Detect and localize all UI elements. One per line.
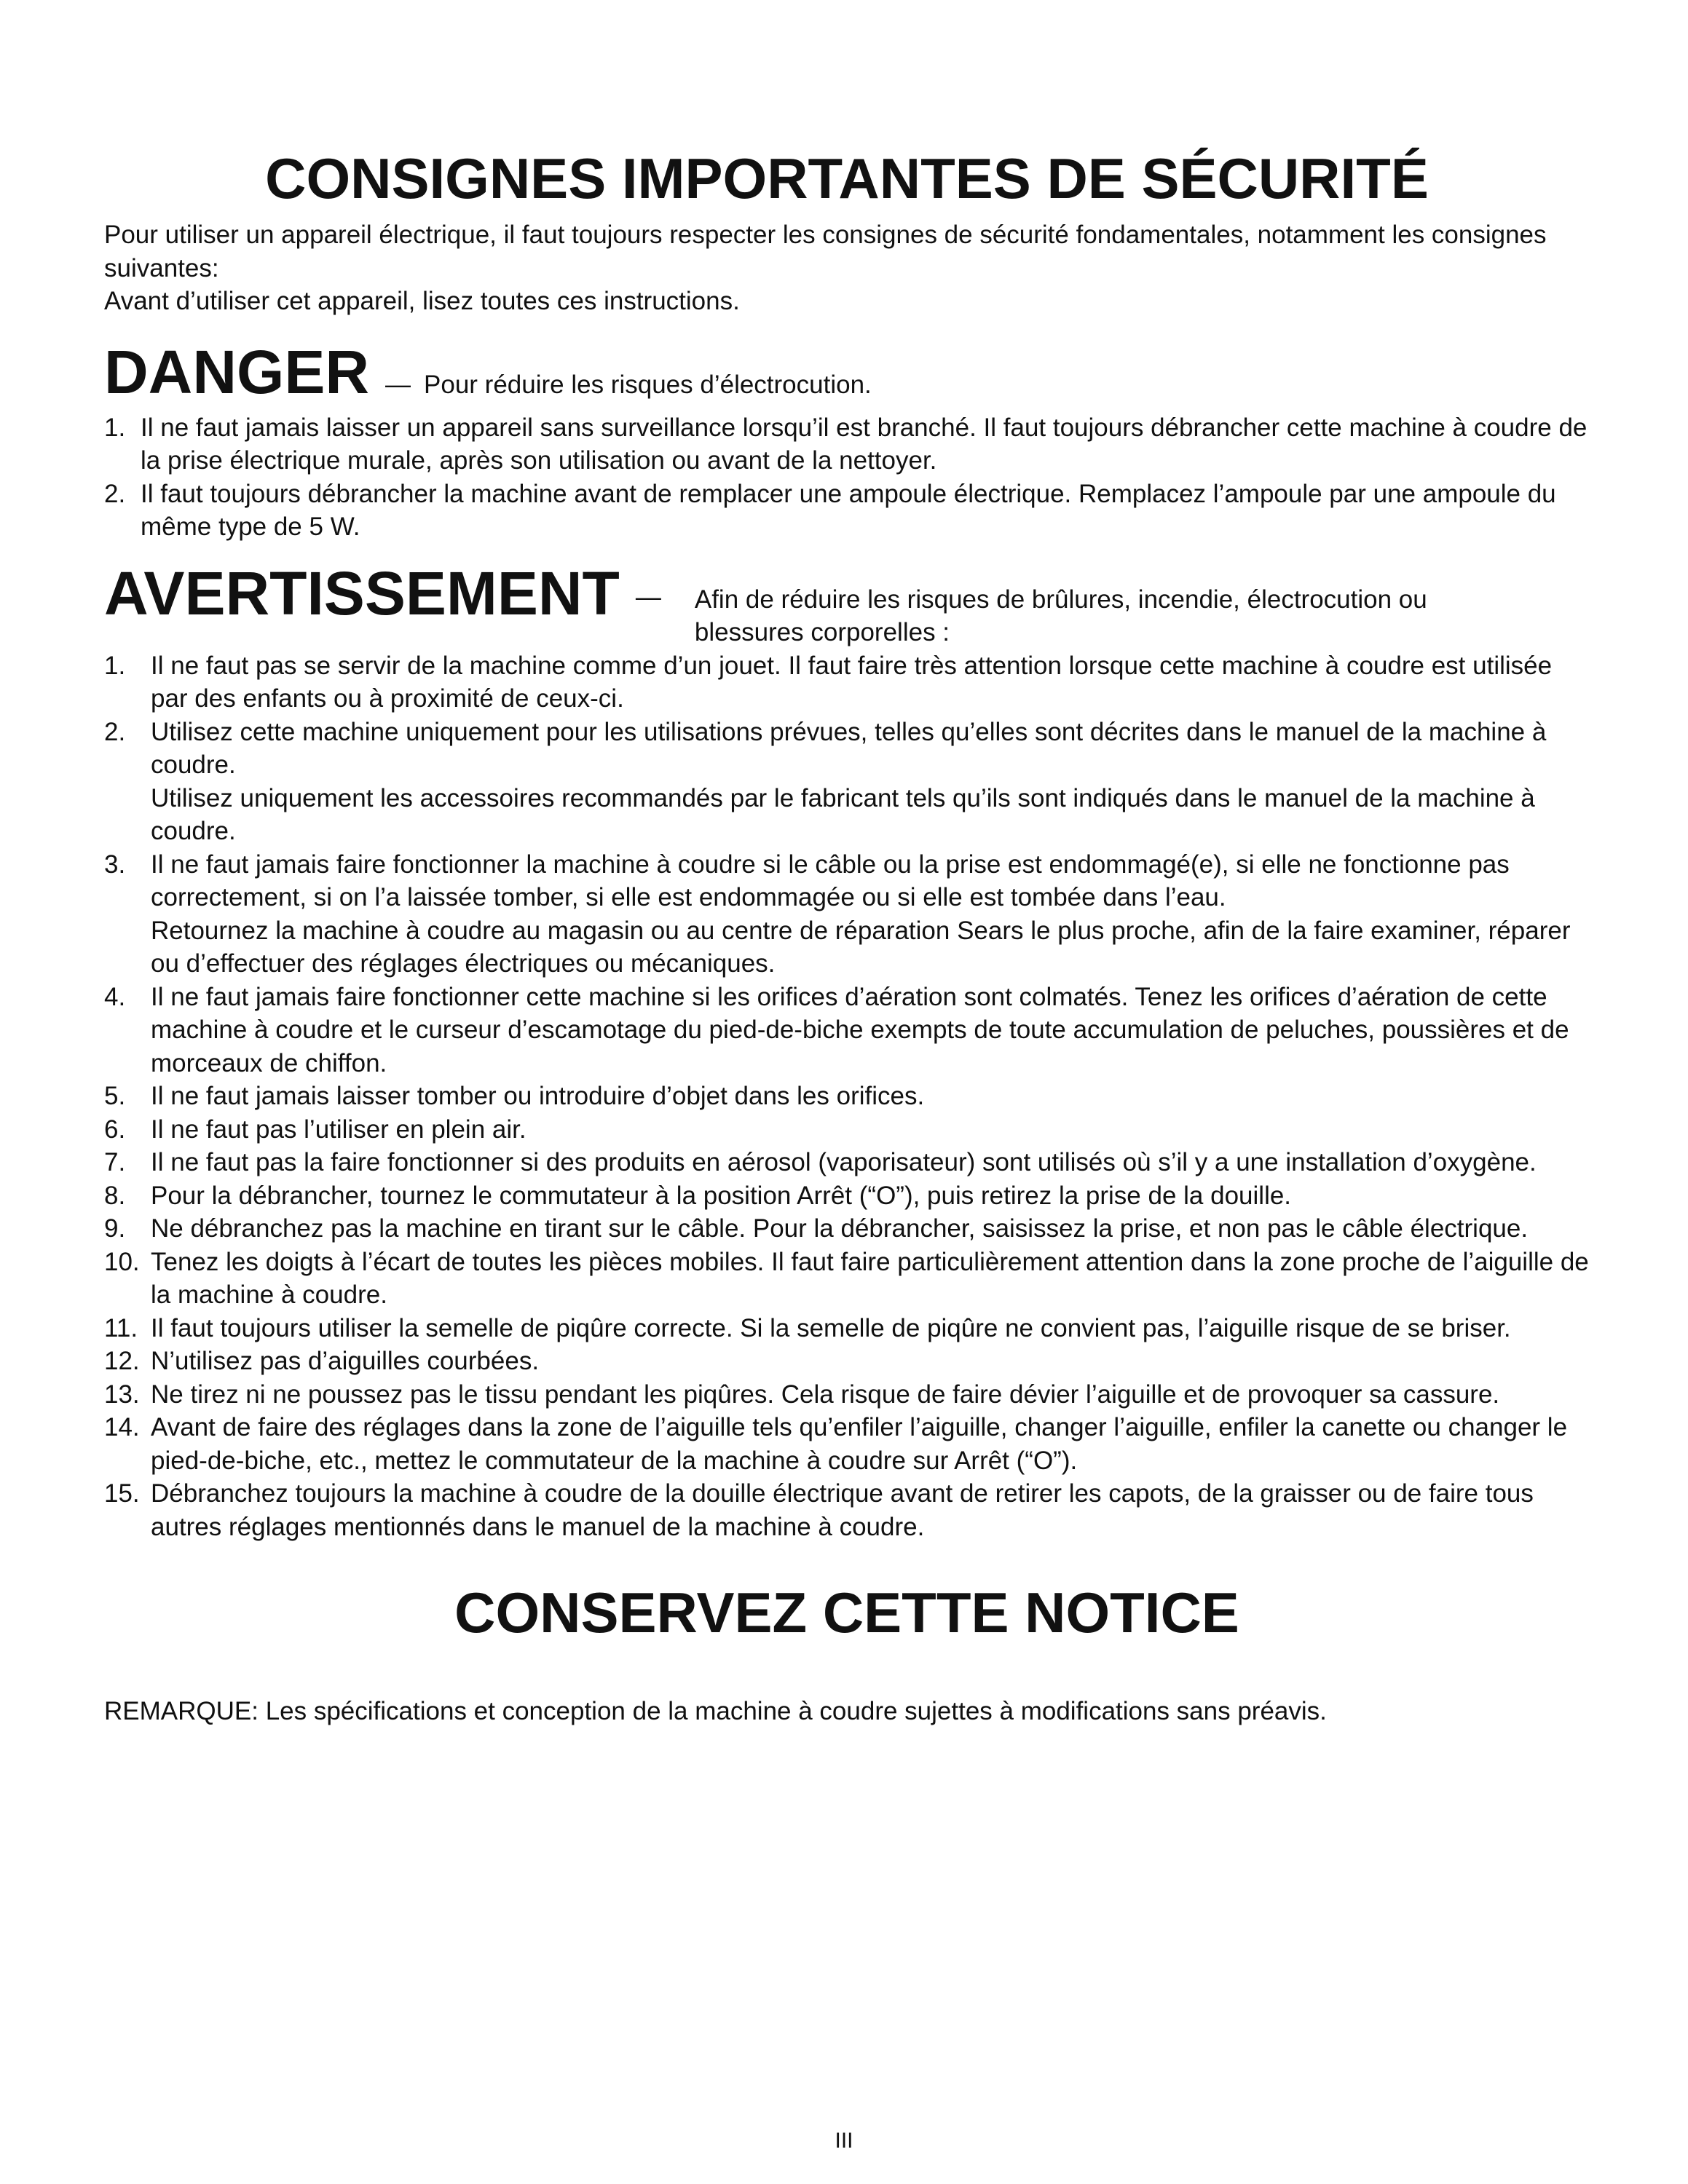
save-notice-title: CONSERVEZ CETTE NOTICE [454, 1580, 1239, 1645]
warning-list-item-number: 1. [104, 651, 126, 680]
warning-list-item-text-continued: Retournez la machine à coudre au magasin ou au centre de réparation Sears le plus proche, afin de la faire examiner, réparer ou d’effectuer des réglages électriques ou mécaniques. [151, 916, 1571, 978]
warning-list-item [104, 1080, 1590, 1113]
warning-heading: AVERTISSEMENT [104, 558, 620, 628]
page-number: III [835, 2129, 853, 2153]
warning-list-item-text: Il ne faut jamais laisser tomber ou introduire d’objet dans les orifices. [151, 1082, 925, 1110]
remark-text: REMARQUE: Les spécifications et conception de la machine à coudre sujettes à modifications sans préavis. [104, 1697, 1327, 1725]
warning-list-item [104, 848, 1590, 981]
intro-line-1: Pour utiliser un appareil électrique, il faut toujours respecter les consignes de sécurité fondamentales, notamment les consignes suivantes: [104, 221, 1547, 282]
danger-description: Pour réduire les risques d’électrocution. [424, 370, 872, 399]
warning-list-item-number: 13. [104, 1380, 140, 1409]
danger-heading: DANGER [104, 337, 370, 406]
warning-list-item-text: Il faut toujours utiliser la semelle de piqûre correcte. Si la semelle de piqûre ne convient pas, l’aiguille risque de se briser. [151, 1313, 1511, 1342]
warning-list-item-number: 6. [104, 1115, 126, 1144]
danger-list-item [104, 411, 1590, 478]
warning-list-item-text: Tenez les doigts à l’écart de toutes les pièces mobiles. Il faut faire particulièrement attention dans la zone proche de l’aiguille de la machine à coudre. [151, 1247, 1589, 1309]
warning-list-item-text: Pour la débrancher, tournez le commutateur à la position Arrêt (“O”), puis retirez la prise de la douille. [151, 1181, 1292, 1210]
danger-list-item-number: 2. [104, 479, 126, 508]
warning-list-item [104, 1179, 1590, 1213]
warning-list-item-number: 3. [104, 850, 126, 879]
intro-section [104, 218, 1590, 318]
warning-list-item [104, 1146, 1590, 1179]
warning-list-item [104, 1411, 1590, 1477]
danger-list-item [104, 478, 1590, 544]
warning-list-item-number: 2. [104, 717, 126, 746]
warning-list-item-text: Utilisez cette machine uniquement pour les utilisations prévues, telles qu’elles sont décrites dans le manuel de la machine à coudre. [151, 717, 1547, 779]
warning-list-item [104, 1113, 1590, 1147]
warning-list-item-text: Avant de faire des réglages dans la zone de l’aiguille tels qu’enfiler l’aiguille, changer l’aiguille, enfiler la canette ou changer le pied-de-biche, etc., mettez le commutateur de la machine à coudre sur Arrêt (“O”). [151, 1413, 1568, 1475]
danger-list [104, 411, 1590, 544]
warning-list-item [104, 649, 1590, 716]
warning-list-item-text: Il ne faut pas l’utiliser en plein air. [151, 1115, 526, 1144]
warning-list-item-number: 12. [104, 1347, 140, 1375]
document-page [104, 146, 1590, 1728]
warning-list-item [104, 716, 1590, 848]
intro-line-2: Avant d’utiliser cet appareil, lisez toutes ces instructions. [104, 287, 740, 315]
warning-list [104, 649, 1590, 1544]
warning-list-item [104, 981, 1590, 1080]
warning-list-item-number: 11. [104, 1313, 138, 1342]
warning-list-item [104, 1312, 1590, 1345]
warning-list-item-number: 5. [104, 1082, 126, 1110]
warning-list-item-number: 8. [104, 1181, 126, 1210]
warning-list-item-number: 10. [104, 1247, 140, 1276]
warning-list-item-text: Il ne faut pas se servir de la machine comme d’un jouet. Il faut faire très attention lorsque cette machine à coudre est utilisée par des enfants ou à proximité de ceux-ci. [151, 651, 1553, 713]
warning-list-item-text: Ne débranchez pas la machine en tirant sur le câble. Pour la débrancher, saisissez la prise, et non pas le câble électrique. [151, 1214, 1529, 1243]
warning-list-item [104, 1212, 1590, 1246]
danger-heading-row [104, 336, 1590, 408]
warning-list-item-number: 7. [104, 1148, 126, 1176]
warning-list-item [104, 1477, 1590, 1543]
warning-list-item-number: 15. [104, 1479, 140, 1508]
page-title: CONSIGNES IMPORTANTES DE SÉCURITÉ [265, 146, 1429, 210]
warning-list-item-number: 14. [104, 1413, 140, 1441]
warning-list-item-text: Débranchez toujours la machine à coudre de la douille électrique avant de retirer les capots, de la graisser ou de faire tous autres réglages mentionnés dans le manuel de la machine à coudre. [151, 1479, 1534, 1541]
danger-dash: — [385, 370, 411, 399]
warning-list-item-text: Il ne faut jamais faire fonctionner la machine à coudre si le câble ou la prise est endommagé(e), si elle ne fonctionne pas correctement, si on l’a laissée tomber, si elle est endommagée ou si elle est tombée dans l’eau. [151, 850, 1510, 911]
danger-list-item-text: Il faut toujours débrancher la machine avant de remplacer une ampoule électrique. Remplacez l’ampoule par une ampoule du même type de 5 W. [141, 479, 1556, 541]
warning-list-item-number: 9. [104, 1214, 126, 1243]
warning-list-item [104, 1345, 1590, 1378]
warning-list-item-number: 4. [104, 982, 126, 1011]
warning-description: Afin de réduire les risques de brûlures, incendie, électrocution ou blessures corporelles : [694, 585, 1427, 646]
warning-list-item [104, 1378, 1590, 1412]
warning-list-item-text-continued: Utilisez uniquement les accessoires recommandés par le fabricant tels qu’ils sont indiqués dans le manuel de la machine à coudre. [151, 783, 1535, 845]
warning-heading-row [104, 560, 1590, 649]
danger-list-item-text: Il ne faut jamais laisser un appareil sans surveillance lorsqu’il est branché. Il faut toujours débrancher cette machine à coudre de la prise électrique murale, après son utilisation ou avant de la nettoyer. [141, 413, 1588, 475]
warning-list-item-text: Il ne faut jamais faire fonctionner cette machine si les orifices d’aération sont colmatés. Tenez les orifices d’aération de cette machine à coudre et le curseur d’escamotage du pied-de-biche exempts de toute accumulation de peluches, poussières et de morceaux de chiffon. [151, 982, 1569, 1077]
danger-list-item-number: 1. [104, 413, 126, 442]
warning-list-item-text: Ne tirez ni ne poussez pas le tissu pendant les piqûres. Cela risque de faire dévier l’aiguille et de provoquer sa cassure. [151, 1380, 1500, 1409]
warning-list-item-text: N’utilisez pas d’aiguilles courbées. [151, 1347, 540, 1375]
warning-list-item [104, 1246, 1590, 1312]
warning-dash: — [635, 582, 661, 612]
warning-list-item-text: Il ne faut pas la faire fonctionner si des produits en aérosol (vaporisateur) sont utilisés où s’il y a une installation d’oxygène. [151, 1148, 1537, 1176]
